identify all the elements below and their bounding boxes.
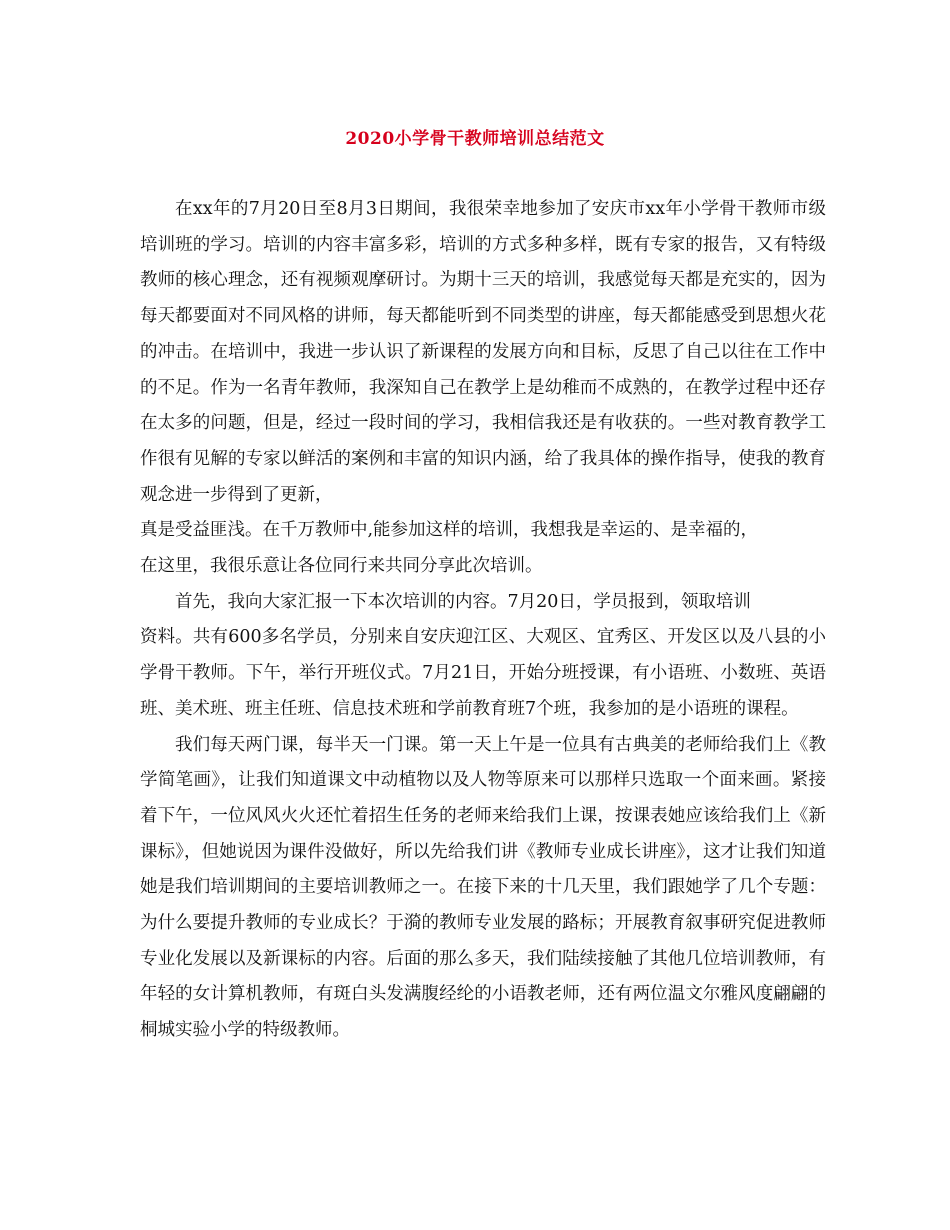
paragraph-training-overview: 在xx年的7月20日至8月3日期间，我很荣幸地参加了安庆市xx年小学骨干教师市级培训班的学习。培训的内容丰富多彩，培训的方式多种多样，既有专家的报告，又有特级教师的核心理念，还有视频观摩研讨。为期十三天的培训，我感觉每天都是充实的，因为每天都要面对不同风格的讲师，每天都能听到不同类型的讲座，每天都能感受到思想火花的冲击。在培训中，我进一步认识了新课程的发展方向和目标，反思了自己以往在工作中的不足。作为一名青年教师，我深知自己在教学上是幼稚而不成熟的，在教学过程中还存在太多的问题，但是，经过一段时间的学习，我相信我还是有收获的。一些对教育教学工作很有见解的专家以鲜活的案例和丰富的知识内涵，给了我具体的操作指导，使我的教育观念进一步得到了更新， 真是受益匪浅。在千万教师中,能参加这样的培训，我想我是幸运的、是幸福的， 在这里，我很乐意让各位同行来共同分享此次培训。 [140,199,826,577]
document-title: 2020小学骨干教师培训总结范文 [345,129,605,149]
document-body [140,192,826,1049]
paragraph-daily-courses: 我们每天两门课，每半天一门课。第一天上午是一位具有古典美的老师给我们上《教学简笔画》，让我们知道课文中动植物以及人物等原来可以那样只选取一个面来画。紧接着下午，一位风风火火还忙着招生任务的老师来给我们上课，按课表她应该给我们上《新课标》，但她说因为课件没做好，所以先给我们讲《教师专业成长讲座》，这才让我们知道她是我们培训期间的主要培训教师之一。在接下来的十几天里，我们跟她学了几个专题：为什么要提升教师的专业成长？于漪的教师专业发展的路标；开展教育叙事研究促进教师专业化发展以及新课标的内容。后面的那么多天，我们陆续接触了其他几位培训教师，有年轻的女计算机教师，有斑白头发满腹经纶的小语教老师，还有两位温文尔雅风度翩翩的桐城实验小学的特级教师。 [140,734,826,1041]
paragraph-training-content: 首先，我向大家汇报一下本次培训的内容。7月20日，学员报到，领取培训 资料。共有600多名学员，分别来自安庆迎江区、大观区、宜秀区、开发区以及八县的小学骨干教师。下午，举行开班仪式。7月21日，开始分班授课，有小语班、小数班、英语班、美术班、班主任班、信息技术班和学前教育班7个班，我参加的是小语班的课程。 [140,591,826,719]
